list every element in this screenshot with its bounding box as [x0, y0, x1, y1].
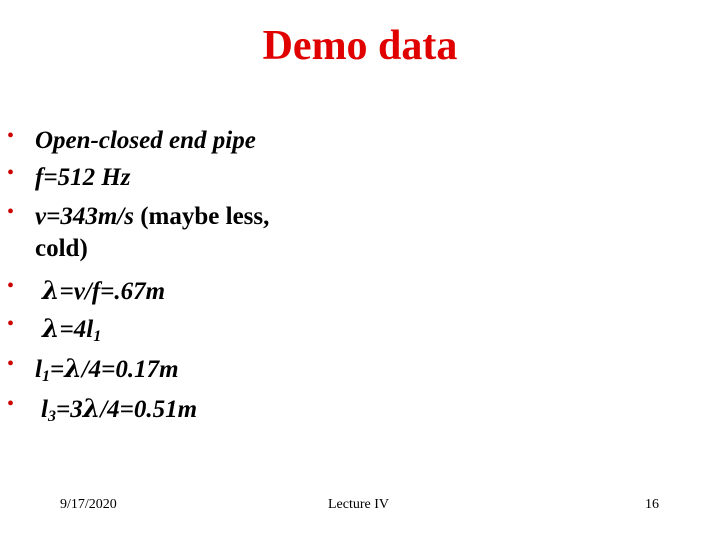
velocity-expr: v=343m/s [35, 203, 134, 230]
lambda-symbol: λ [42, 314, 60, 343]
formula-text: =v/f=.67m [59, 278, 166, 305]
bullet-text [35, 202, 269, 232]
subscript: 1 [41, 368, 50, 385]
formula-text: =3 [55, 396, 83, 423]
subscript: 1 [93, 328, 102, 345]
lambda-symbol: λ [42, 276, 60, 305]
bullet-dot-icon: • [7, 353, 15, 375]
footer-date: 9/17/2020 [60, 497, 117, 512]
formula-text: = [49, 356, 65, 383]
velocity-note: (maybe less, [133, 203, 270, 230]
formula-text: /4=0.17m [81, 356, 179, 383]
bullet-dot-icon: • [7, 313, 15, 335]
footer-page-number: 16 [645, 497, 659, 512]
bullet-text: f=512 Hz [35, 164, 131, 191]
bullet-dot-icon: • [7, 275, 15, 297]
formula-text: =4l [59, 316, 94, 343]
subscript: 3 [47, 408, 56, 425]
bullet-text [41, 394, 197, 432]
bullet-dot-icon: • [7, 162, 15, 184]
bullet-text [42, 314, 101, 352]
bullet-text: Open-closed end pipe [35, 127, 256, 154]
lambda-symbol: λ [64, 354, 82, 383]
bullet-text [35, 354, 179, 392]
bullet-continuation-text: cold) [35, 235, 88, 262]
formula-text: /4=0.51m [100, 396, 198, 423]
length-symbol: l [35, 356, 42, 383]
bullet-dot-icon: • [7, 201, 15, 223]
lambda-symbol: λ [82, 394, 101, 423]
bullet-dot-icon: • [7, 125, 15, 147]
footer-lecture: Lecture IV [328, 497, 390, 512]
slide-title: Demo data [262, 23, 458, 69]
length-symbol: l [41, 396, 48, 423]
bullet-dot-icon: • [7, 393, 15, 415]
bullet-text [42, 276, 165, 307]
